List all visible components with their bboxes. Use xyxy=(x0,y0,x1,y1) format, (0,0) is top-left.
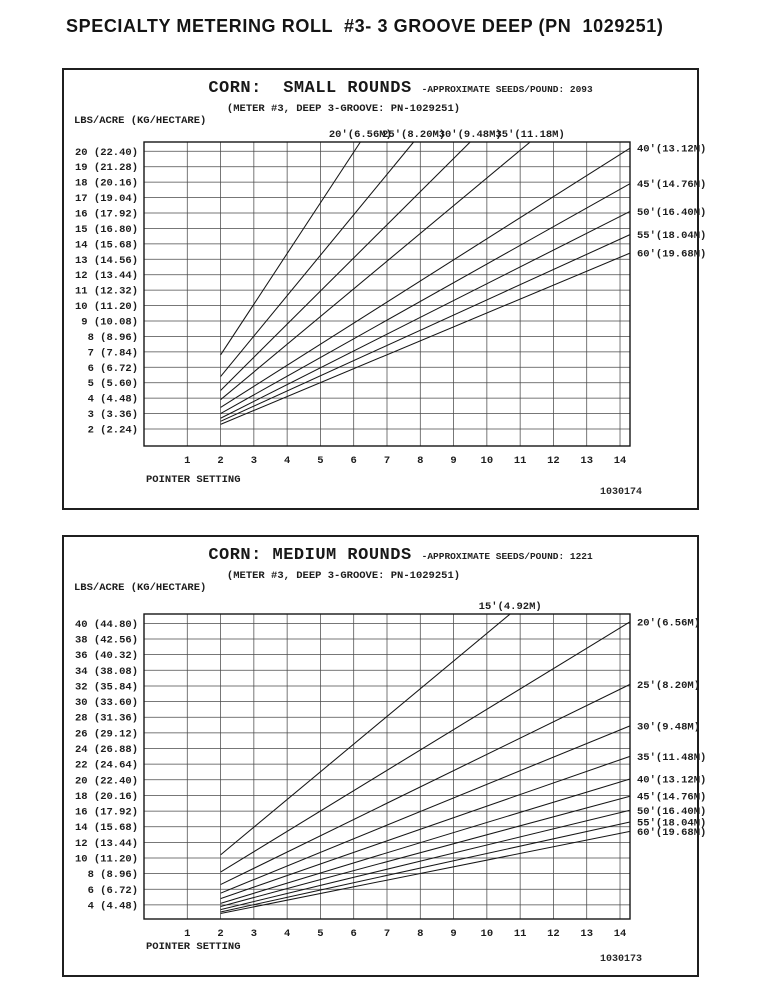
y-tick-label: 40 (44.80) xyxy=(74,618,138,631)
y-tick-label: 18 (20.16) xyxy=(74,790,138,803)
rate-line-label: 50'(16.40M) xyxy=(637,805,707,818)
rate-line-label: 60'(19.68M) xyxy=(637,248,707,261)
chart-title: CORN: SMALL ROUNDS xyxy=(208,79,412,98)
grid xyxy=(144,614,630,919)
x-tick-label: 8 xyxy=(417,928,424,940)
rate-line-label: 50'(16.40M) xyxy=(637,206,707,219)
rate-line-label: 60'(19.68M) xyxy=(637,826,707,839)
x-tick-label: 8 xyxy=(417,455,424,467)
y-tick-label: 2 (2.24) xyxy=(81,424,138,437)
x-tick-label: 13 xyxy=(580,928,594,940)
rate-line xyxy=(221,756,630,898)
rate-line xyxy=(221,622,630,872)
y-tick-label: 38 (42.56) xyxy=(74,634,138,647)
chart-corn-medium-rounds xyxy=(62,535,707,977)
x-tick-label: 3 xyxy=(250,455,258,467)
y-tick-label: 20 (22.40) xyxy=(74,146,138,159)
document-number: 1030174 xyxy=(599,487,642,498)
x-tick-label: 9 xyxy=(450,928,457,940)
chart-corn-small-rounds xyxy=(62,68,707,510)
grid xyxy=(144,142,630,446)
y-tick-label: 19 (21.28) xyxy=(74,162,138,175)
y-tick-label: 12 (13.44) xyxy=(74,837,138,850)
y-tick-label: 8 (8.96) xyxy=(81,331,138,344)
rate-line xyxy=(221,684,630,884)
x-tick-label: 7 xyxy=(383,455,391,467)
rate-line xyxy=(221,253,630,424)
x-tick-label: 11 xyxy=(513,928,527,940)
meter-note: (METER #3, DEEP 3-GROOVE: PN-1029251) xyxy=(226,103,461,115)
page-title: SPECIALTY METERING ROLL #3- 3 GROOVE DEEP (PN 1029251) xyxy=(66,16,664,36)
rate-line-label: 20'(6.56M) xyxy=(637,617,701,630)
rate-line-label: 30'(9.48M) xyxy=(637,721,701,734)
x-tick-label: 6 xyxy=(350,455,357,467)
rate-line-label: 35'(11.48M) xyxy=(637,751,707,764)
x-tick-label: 5 xyxy=(317,928,324,940)
y-tick-label: 5 (5.60) xyxy=(81,378,138,391)
y-tick-label: 32 (35.84) xyxy=(74,681,138,694)
y-tick-label: 14 (15.68) xyxy=(74,822,138,835)
x-tick-label: 10 xyxy=(480,455,494,467)
rate-line-label: 55'(18.04M) xyxy=(637,230,707,243)
y-tick-label: 26 (29.12) xyxy=(74,728,138,741)
y-tick-label: 3 (3.36) xyxy=(81,409,138,422)
rate-line-label: 35'(11.18M) xyxy=(495,129,565,141)
x-tick-label: 1 xyxy=(184,455,191,467)
rate-line-label: 55'(18.04M) xyxy=(637,817,707,830)
y-tick-label: 16 (17.92) xyxy=(74,806,138,819)
y-tick-label: 18 (20.16) xyxy=(74,177,138,190)
y-tick-label: 4 (4.48) xyxy=(81,900,138,913)
document-number: 1030173 xyxy=(599,954,642,965)
y-axis-label: LBS/ACRE (KG/HECTARE) xyxy=(74,115,207,127)
x-tick-label: 14 xyxy=(613,455,627,467)
y-tick-label: 10 (11.20) xyxy=(74,853,138,866)
y-tick-label: 20 (22.40) xyxy=(74,775,138,788)
y-tick-label: 7 (7.84) xyxy=(81,347,138,360)
x-tick-label: 7 xyxy=(383,928,391,940)
x-tick-label: 6 xyxy=(350,928,357,940)
x-tick-label: 5 xyxy=(317,455,324,467)
rate-line-label: 15'(4.92M) xyxy=(478,601,542,613)
y-tick-label: 11 (12.32) xyxy=(74,285,138,298)
y-tick-label: 15 (16.80) xyxy=(74,223,138,236)
y-tick-label: 8 (8.96) xyxy=(81,869,138,882)
rate-line-label: 40'(13.12M) xyxy=(637,143,707,156)
rate-line xyxy=(221,142,471,390)
x-tick-label: 1 xyxy=(184,928,191,940)
y-tick-label: 10 (11.20) xyxy=(74,301,138,314)
x-tick-label: 4 xyxy=(283,928,291,940)
x-tick-label: 11 xyxy=(513,455,527,467)
rate-line xyxy=(221,810,630,909)
x-tick-label: 3 xyxy=(250,928,258,940)
chart-subtitle-seeds-per-pound: -APPROXIMATE SEEDS/POUND: 1221 xyxy=(421,551,593,562)
rate-line xyxy=(221,142,531,400)
x-tick-label: 2 xyxy=(217,928,224,940)
meter-note: (METER #3, DEEP 3-GROOVE: PN-1029251) xyxy=(226,570,461,582)
y-tick-label: 6 (6.72) xyxy=(81,884,138,897)
y-tick-label: 17 (19.04) xyxy=(74,193,138,206)
rate-line-label: 20'(6.56M) xyxy=(328,129,392,141)
y-tick-label: 9 (10.08) xyxy=(74,316,138,329)
rate-line xyxy=(221,184,630,414)
y-tick-label: 14 (15.68) xyxy=(74,239,138,252)
rate-line xyxy=(221,235,630,422)
rate-line xyxy=(221,796,630,906)
y-tick-label: 24 (26.88) xyxy=(74,744,138,757)
x-tick-label: 13 xyxy=(580,455,594,467)
y-tick-label: 34 (38.08) xyxy=(74,665,138,678)
rate-line xyxy=(221,822,630,912)
rate-line xyxy=(221,726,630,893)
x-tick-label: 12 xyxy=(547,455,560,467)
chart-title: CORN: MEDIUM ROUNDS xyxy=(208,546,412,565)
y-tick-label: 28 (31.36) xyxy=(74,712,138,725)
y-tick-label: 30 (33.60) xyxy=(74,697,138,710)
rate-line xyxy=(221,831,630,913)
rate-line xyxy=(221,614,511,855)
rate-line xyxy=(221,779,630,903)
x-tick-label: 2 xyxy=(217,455,224,467)
y-tick-label: 4 (4.48) xyxy=(81,393,138,406)
rate-line-label: 40'(13.12M) xyxy=(637,774,707,787)
x-tick-label: 12 xyxy=(547,928,560,940)
rate-line-label: 30'(9.48M) xyxy=(438,129,502,141)
plot-area-medium-rounds xyxy=(64,537,707,979)
x-axis-label: POINTER SETTING xyxy=(146,474,241,486)
rate-line xyxy=(221,142,361,355)
y-tick-label: 6 (6.72) xyxy=(81,362,138,375)
x-tick-label: 10 xyxy=(480,928,494,940)
y-axis-label: LBS/ACRE (KG/HECTARE) xyxy=(74,582,207,594)
x-axis-label: POINTER SETTING xyxy=(146,941,241,953)
rate-line xyxy=(221,211,630,418)
plot-area-small-rounds xyxy=(64,70,707,512)
rate-line-label: 25'(8.20M) xyxy=(637,679,701,692)
y-tick-label: 16 (17.92) xyxy=(74,208,138,221)
rate-line-label: 45'(14.76M) xyxy=(637,179,707,192)
y-tick-label: 12 (13.44) xyxy=(74,270,138,283)
y-tick-label: 22 (24.64) xyxy=(74,759,138,772)
rate-line-label: 45'(14.76M) xyxy=(637,791,707,804)
y-tick-label: 36 (40.32) xyxy=(74,650,138,663)
x-tick-label: 14 xyxy=(613,928,627,940)
x-tick-label: 4 xyxy=(283,455,291,467)
y-tick-label: 13 (14.56) xyxy=(74,254,138,267)
x-tick-label: 9 xyxy=(450,455,457,467)
chart-subtitle-seeds-per-pound: -APPROXIMATE SEEDS/POUND: 2093 xyxy=(421,84,593,95)
rate-line-label: 25'(8.20M) xyxy=(382,129,446,141)
